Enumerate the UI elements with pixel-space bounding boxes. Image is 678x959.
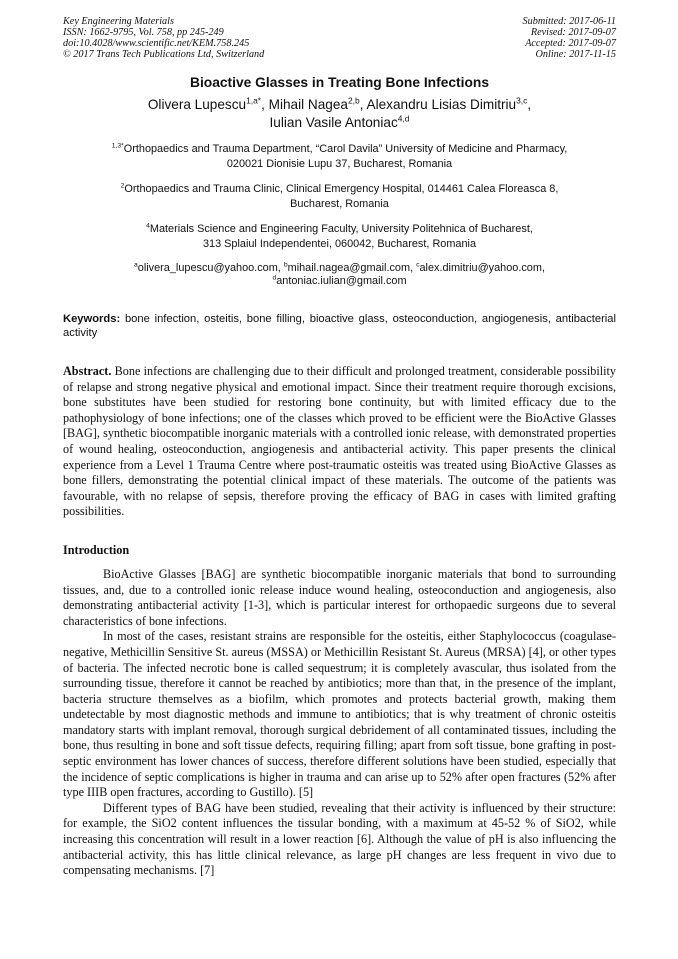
journal-name: Key Engineering Materials bbox=[63, 16, 174, 27]
email-link[interactable]: antoniac.iulian@gmail.com bbox=[276, 275, 407, 287]
abstract-text: Bone infections are challenging due to their difficult and prolonged treatment, considerable possibility of relapse and strong negative physical and emotional impact. Since their treatment require thorough excisions, bone substitutes have been studied for restoring bone continuity, but with limited efficacy due to the pathophysiology of bone infections; one of the classes which proved to be efficient were the BioActive Glasses [BAG], synthetic biocompatible inorganic materials with a controlled ionic release, with demonstrated properties of wound healing, osteoconduction, angiogenesis and antibacterial activity. This paper presents the clinical experience from a Level 1 Trauma Centre where post-traumatic osteitis was treated using BioActive Glasses as bone fillers, demonstrating the potential clinical impact of these materials. The outcome of the patients was favourable, with no relapse of sepsis, therefore proving the efficacy of BAG in cases with limited grafting possibilities. bbox=[63, 364, 616, 519]
body-paragraph: BioActive Glasses [BAG] are synthetic biocompatible inorganic materials that bond to surrounding tissues, and, due to a controlled ionic release induce wound healing, osteoconduction and angiogenesis, also demonstrating antibacterial activity [1-3], which is particular interest for orthopaedic surgeons due to several characteristics of bone infections. bbox=[63, 566, 616, 628]
email-link[interactable]: olivera_lupescu@yahoo.com bbox=[137, 262, 278, 274]
revised-date: Revised: 2017-09-07 bbox=[530, 27, 616, 38]
email-link[interactable]: alex.dimitriu@yahoo.com bbox=[419, 262, 542, 274]
author-emails: $^a$olivera_lupescu@yahoo.com, $^b$mihail.nagea@gmail.com, $^c$alex.dimitriu@yahoo.com, $^d$antoniac.iulian@gmail.com bbox=[134, 261, 545, 287]
affiliation: $^2$Orthopaedics and Trauma Clinic, Clinical Emergency Hospital, 014461 Calea Floreasca 8, Bucharest, Romania bbox=[120, 182, 559, 210]
section-heading-introduction: Introduction bbox=[63, 542, 130, 557]
body-paragraph: Different types of BAG have been studied, revealing that their activity is influenced by their structure: for example, the SiO2 content influences the tissular bonding, with a maximum at 45-52 % of SiO2, while increasing this concentration will result in a lower reaction [6]. Although the value of pH is also influencing the antibacterial activity, this has little clinical relevance, as large pH changes are less frequent in vivo due to compensating mechanisms. [7] bbox=[63, 800, 616, 878]
keywords-text: bone infection, osteitis, bone filling, bioactive glass, osteoconduction, angiogenesis, antibacterial activity bbox=[63, 313, 616, 339]
publication-dates bbox=[523, 16, 616, 60]
doi-line: doi:10.4028/www.scientific.net/KEM.758.245 bbox=[63, 38, 250, 49]
author: Alexandru Lisias Dimitriu$^{3,c}$ bbox=[366, 95, 528, 112]
accepted-date: Accepted: 2017-09-07 bbox=[525, 38, 616, 49]
affiliation: $^4$Materials Science and Engineering Faculty, University Politehnica of Bucharest, 313 Splaiul Independentei, 060042, Bucharest, Romania bbox=[146, 222, 533, 250]
author: Mihail Nagea$^{2,b}$ bbox=[268, 95, 360, 112]
online-date: Online: 2017-11-15 bbox=[535, 49, 616, 60]
abstract-label: Abstract. bbox=[63, 364, 112, 378]
paper-title: Bioactive Glasses in Treating Bone Infections bbox=[189, 75, 490, 90]
abstract-block bbox=[63, 364, 616, 520]
body-paragraph: In most of the cases, resistant strains are responsible for the osteitis, either Staphylococcus (coagulase-negative, Methicillin Sensitive St. aureus (MSSA) or Methicillin Resistant St. Aureus (MRSA) [4], or other types of bacteria. The infected necrotic bone is called sequestrum; it is completely avascular, thus isolated from the surrounding tissue, therefore it cannot be reached by antibiotics; more than that, in the presence of the implant, bacteria structure themselves as a biofilm, which promotes and protects bacterial growth, making them undetectable by most diagnostic methods and immune to antibiotics; that is why treatment of chronic osteitis mandatory starts with implant removal, thorough surgical debridement of all contaminated tissues, including the bone, thus resulting in bone and soft tissue defects, requiring filling; apart from soft tissue, bone grafting in post-septic environment has lower chances of success, therefore different solutions have been studied, especially that the incidence of septic complications is higher in trauma and can arise up to 52% after open fractures (52% after type IIIB open fractures, according to Gustillo). [5] bbox=[63, 629, 616, 800]
affiliation: $^{1,3*}$Orthopaedics and Trauma Department, “Carol Davila” University of Medicine and Pharmacy, 020021 Dionisie Lupu 37, Bucharest, Romania bbox=[111, 142, 568, 170]
keywords-label: Keywords: bbox=[63, 313, 121, 325]
author: Iulian Vasile Antoniac$^{4,d}$ bbox=[269, 113, 410, 130]
keywords-block bbox=[63, 312, 616, 340]
issn-line: ISSN: 1662-9795, Vol. 758, pp 245-249 bbox=[63, 27, 224, 38]
submitted-date: Submitted: 2017-06-11 bbox=[522, 16, 616, 27]
publication-header bbox=[63, 16, 616, 60]
copyright-line: © 2017 Trans Tech Publications Ltd, Switzerland bbox=[63, 49, 265, 60]
journal-info bbox=[63, 16, 264, 60]
author-list: Olivera Lupescu$^{1,a*}$, Mihail Nagea$^{2,b}$, Alexandru Lisias Dimitriu$^{3,c}$, Iulian Vasile Antoniac$^{4,d}$ bbox=[147, 95, 532, 130]
email-link[interactable]: mihail.nagea@gmail.com bbox=[287, 262, 411, 274]
author: Olivera Lupescu$^{1,a*}$ bbox=[147, 95, 262, 112]
